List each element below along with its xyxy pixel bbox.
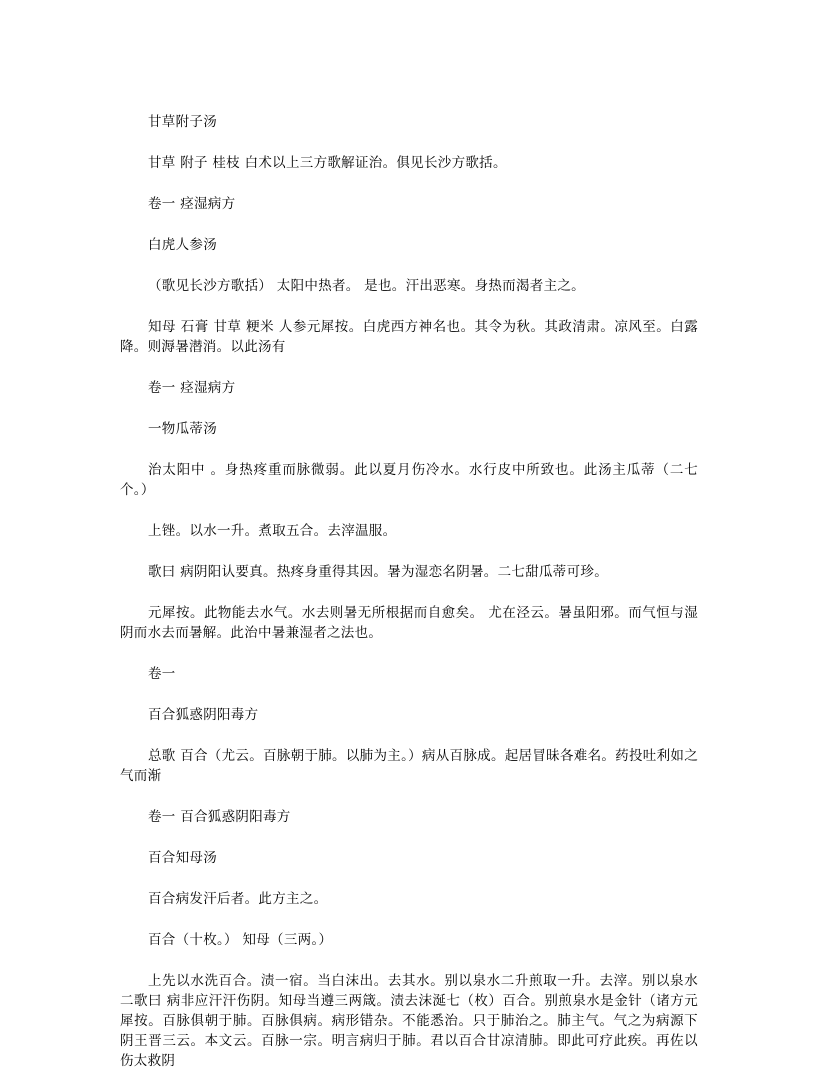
section-heading: 卷一 [148,666,176,682]
formula-title: 白虎人参汤 [148,237,217,253]
chapter-title: 百合狐惑阴阳毒方 [148,707,259,723]
formula-verse: 歌曰 病阴阳认要真。热疼身重得其因。暑为湿恋名阴暑。二七甜瓜蒂可珍。 [148,564,608,580]
formula-preparation: 上锉。以水一升。煮取五合。去滓温服。 [148,523,397,539]
formula-title: 百合知母汤 [148,850,217,866]
document-page [120,112,698,1092]
formula-note: （歌见长沙方歌括） 太阳中热者。 是也。汗出恶寒。身热而渴者主之。 [148,278,585,294]
formula-indication: 百合病发汗后者。此方主之。 [148,891,328,907]
formula-title: 一物瓜蒂汤 [148,421,217,437]
formula-ingredients: 甘草 附子 桂枝 白术以上三方歌解证治。俱见长沙方歌括。 [148,155,507,171]
section-heading: 卷一 百合狐惑阴阳毒方 [148,809,291,825]
section-heading: 卷一 痉湿病方 [148,196,236,212]
section-heading: 卷一 痉湿病方 [148,380,236,396]
formula-ingredients: 百合（十枚。） 知母（三两。） [148,932,333,948]
formula-commentary: 元犀按。此物能去水气。水去则暑无所根据而自愈矣。 尤在泾云。暑虽阳邪。而气恒与湿阴而水去而暑解。此治中暑兼湿者之法也。 [120,605,698,641]
formula-title: 甘草附子汤 [148,114,217,130]
formula-commentary: 知母 石膏 甘草 粳米 人参元犀按。白虎西方神名也。其令为秋。其政清肃。凉风至。白露降。则溽暑潜消。以此汤有 [120,319,698,355]
general-verse: 总歌 百合（尤云。百脉朝于肺。以肺为主。）病从百脉成。起居冒昧各难名。药投吐利如之气而渐 [120,748,698,784]
formula-commentary: 上先以水洗百合。渍一宿。当白沫出。去其水。别以泉水二升煎取一升。去滓。别以泉水二歌曰 病非应汗汗伤阴。知母当遵三两箴。渍去沫涎七（枚）百合。别煎泉水是金针（诸方元犀按。百脉俱朝于肺。百脉俱病。病形错杂。不能悉治。只于肺治之。肺主气。气之为病源下阴王晋三云。本文云。百脉一宗。明言病归于肺。君以百合甘凉清肺。即此可疗此疾。再佐以伤太救阴 [120,973,698,1069]
formula-indication: 治太阳中 。身热疼重而脉微弱。此以夏月伤冷水。水行皮中所致也。此汤主瓜蒂（二七个。） [120,462,698,498]
